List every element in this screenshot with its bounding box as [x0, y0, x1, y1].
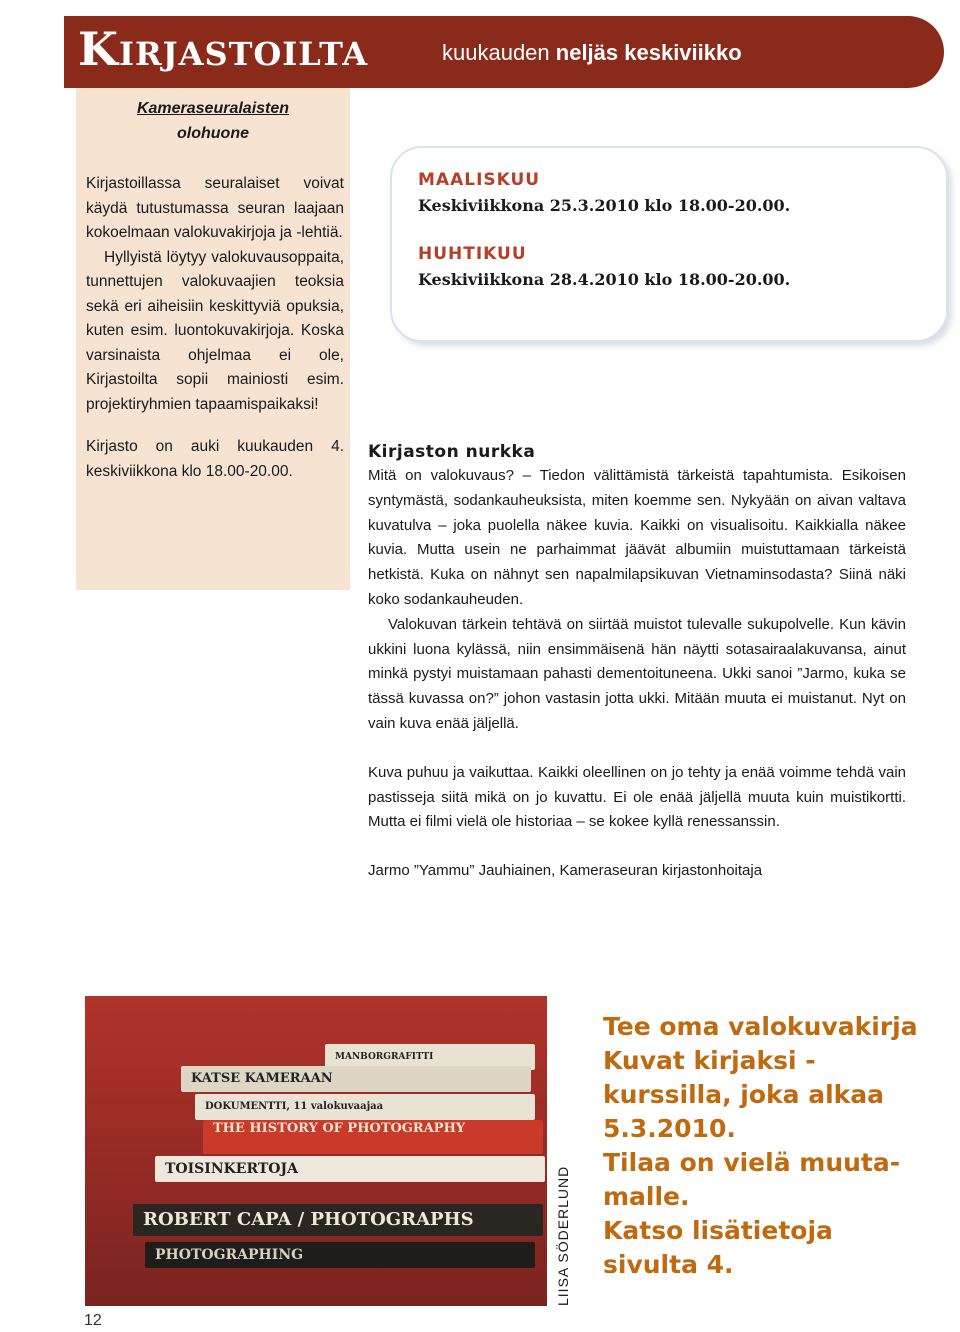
page-subtitle	[442, 40, 742, 66]
sidebar-heading-line2: olohuone	[177, 125, 249, 142]
article-signature: Jarmo ”Yammu” Jauhiainen, Kameraseuran kirjastonhoitaja	[368, 862, 763, 880]
book-spine: ROBERT CAPA / PHOTOGRAPHS	[133, 1204, 543, 1236]
book-spine: PHOTOGRAPHING	[145, 1242, 535, 1268]
subtitle-prefix: kuukauden	[442, 40, 556, 65]
subtitle-emphasis: neljäs keskiviikko	[555, 40, 742, 65]
month-label: MAALISKUU	[418, 170, 541, 190]
dates-box	[390, 146, 948, 342]
sidebar-heading-line1: Kameraseuralaisten	[136, 100, 290, 117]
page-number: 12	[84, 1312, 102, 1329]
promo-line: sivulta 4.	[603, 1250, 734, 1279]
promo-line: Katso lisätietoja	[603, 1216, 833, 1245]
promo-line: Kuvat kirjaksi -	[603, 1046, 816, 1075]
date-line: Keskiviikkona 28.4.2010 klo 18.00-20.00.	[418, 270, 791, 289]
promo-line: 5.3.2010.	[603, 1114, 736, 1143]
book-spine: KATSE KAMERAAN	[181, 1066, 531, 1092]
photo-credit: LIISA SÖDERLUND	[555, 1165, 571, 1306]
course-promo	[603, 1010, 933, 1282]
page-title: Kirjastoilta	[78, 22, 369, 76]
sidebar-paragraph: Kirjastoillassa seuralaiset voivat käydä tutustumassa seuran laajaan kokoelmaan valokuvakirjoja ja -lehtiä.	[86, 175, 344, 241]
sidebar-box	[76, 88, 350, 590]
promo-line: malle.	[603, 1182, 690, 1211]
book-stack-photo	[85, 996, 547, 1306]
sidebar-heading	[76, 96, 350, 146]
promo-line: Tilaa on vielä muuta-	[603, 1148, 901, 1177]
article-paragraph: Kuva puhuu ja vaikuttaa. Kaikki oleellinen on jo tehty ja enää voimme tehdä vain pastisseja siitä mikä on jo kuvattu. Ei ole enää jäljellä muuta kuin muistikortti. Mutta ei filmi vielä ole historiaa – se kokee kyllä renessanssin.	[368, 763, 906, 831]
book-spine: MANBORGRAFITTI	[325, 1044, 535, 1070]
month-label: HUHTIKUU	[418, 244, 527, 264]
title-banner	[64, 16, 944, 88]
promo-line: kurssilla, joka alkaa	[603, 1080, 885, 1109]
book-spine: TOISINKERTOJA	[155, 1156, 545, 1182]
article-heading: Kirjaston nurkka	[368, 442, 536, 462]
book-spine: DOKUMENTTI, 11 valokuvaajaa	[195, 1094, 535, 1120]
article-paragraph: Valokuvan tärkein tehtävä on siirtää muistot tulevalle sukupolvelle. Kun kävin ukkini luona kylässä, niin ensimmäisenä hän näytti sotasairaalakuvansa, ainut minkä pystyi muistamaan pahasti dementoituneena. Ukki sanoi ”Jarmo, kuka se tässä kuvassa on?” johon vastasin jotta ukki. Mitään muuta ei muistanut. Nyt on vain kuva enää jäljellä.	[368, 615, 906, 732]
promo-line: Tee oma valokuvakirja	[603, 1012, 918, 1041]
article	[368, 440, 906, 884]
date-line: Keskiviikkona 25.3.2010 klo 18.00-20.00.	[418, 196, 791, 215]
book-spine: THE HISTORY OF PHOTOGRAPHY	[203, 1120, 543, 1154]
sidebar-opening-hours: Kirjasto on auki kuukauden 4. keskiviikkona klo 18.00-20.00.	[86, 438, 344, 480]
article-paragraph: Mitä on valokuvaus? – Tiedon välittämistä tärkeistä tapahtumista. Esikoisen syntymästä, sodankauheuksista, miten koemme sen. Nykyään on aivan valtava kuvatulva – joka puolella näkee kuvia. Kaikki on visualisoitu. Kaikkialla näkee kuvia. Mutta usein ne parhaimmat jäävät albumiin muistuttamaan tärkeistä hetkistä. Kuka on nähnyt sen napalmilapsikuvan Vietnaminsodasta? Siinä näki koko sodankauheuden.	[368, 467, 906, 608]
sidebar-text	[86, 172, 344, 484]
sidebar-paragraph: Hyllyistä löytyy valokuvausoppaita, tunnettujen valokuvaajien teoksia sekä eri aiheisiin keskittyviä opuksia, kuten esim. luontokuvakirjoja. Koska varsinaista ohjelmaa ei ole, Kirjastoilta sopii mainiosti esim. projektiryhmien tapaamispaikaksi!	[86, 248, 344, 413]
